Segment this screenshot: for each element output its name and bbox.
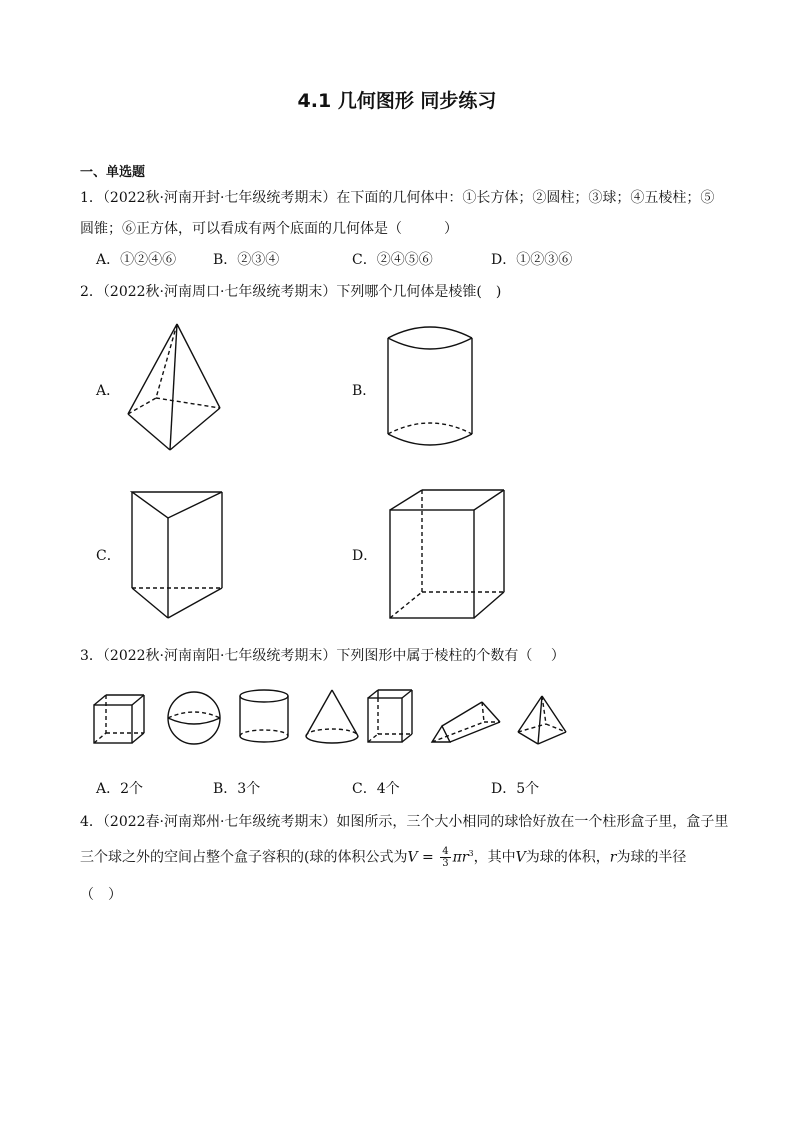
q3-option-a[interactable]: A．2个 [96,781,144,797]
q4-stem-line2 [80,846,686,869]
q4-text-c: 为球的体积， [525,849,610,866]
q1-option-c[interactable]: C．②④⑤⑥ [352,252,433,268]
formula-eq: = [417,849,439,866]
q3-option-b[interactable]: B．3个 [213,781,261,797]
section-heading: 一、单选题 [80,165,146,180]
square-prism-icon[interactable] [366,688,416,746]
cone-icon[interactable] [304,688,360,746]
q1-stem-line2: 圆锥；⑥正方体，可以看成有两个底面的几何体是（ ） [80,221,458,237]
q3-option-c[interactable]: C．4个 [352,781,400,797]
q1-option-a[interactable]: A．①②④⑥ [96,252,177,268]
sphere-icon[interactable] [166,690,222,746]
q4-var-r: r [609,849,617,866]
formula-v: V [407,849,418,866]
q4-text-a: 三个球之外的空间占整个盒子容积的(球的体积公式为 [80,849,408,866]
q2-option-d-label[interactable]: D． [352,548,378,564]
pyramid-icon[interactable] [124,322,224,452]
q2-option-a-label[interactable]: A． [96,383,121,399]
q4-answer-bracket: （ ） [80,887,122,903]
formula-fraction [440,846,450,869]
q4-text-b: ，其中 [473,849,516,866]
formula-numerator: 4 [442,846,449,857]
q1-option-b[interactable]: B．②③④ [213,252,280,268]
formula-denominator: 3 [442,858,449,869]
formula-exponent: 3 [468,848,474,858]
q2-option-b-label[interactable]: B． [352,383,377,399]
q3-option-d[interactable]: D．5个 [491,781,540,797]
q3-stem: 3．（2022秋·河南南阳·七年级统考期末）下列图形中属于棱柱的个数有（ ） [80,648,565,664]
q1-option-d[interactable]: D．①②③⑥ [491,252,573,268]
q2-option-c-label[interactable]: C． [96,548,121,564]
q1-stem-line1: 1．（2022秋·河南开封·七年级统考期末）在下面的几何体中：①长方体；②圆柱；③球；④五棱柱；⑤ [80,190,715,206]
cylinder-icon[interactable] [238,688,292,746]
formula-tail: πr [452,849,469,866]
q4-text-d: 为球的半径 [616,849,687,866]
cube-icon[interactable] [92,693,148,745]
triangular-prism-icon[interactable] [428,700,504,746]
rectangular-prism-icon[interactable] [388,488,508,623]
pyramid-icon[interactable] [516,694,570,748]
q2-stem: 2．（2022秋·河南周口·七年级统考期末）下列哪个几何体是棱锥( ) [80,284,502,300]
page-title: 4.1 几何图形 同步练习 [297,90,497,112]
cylinder-icon[interactable] [386,322,476,452]
q4-var-v: V [515,849,526,866]
triangular-prism-icon[interactable] [128,488,228,623]
q4-stem-line1: 4．（2022春·河南郑州·七年级统考期末）如图所示，三个大小相同的球恰好放在一个柱形盒子里，盒子里 [80,814,729,830]
